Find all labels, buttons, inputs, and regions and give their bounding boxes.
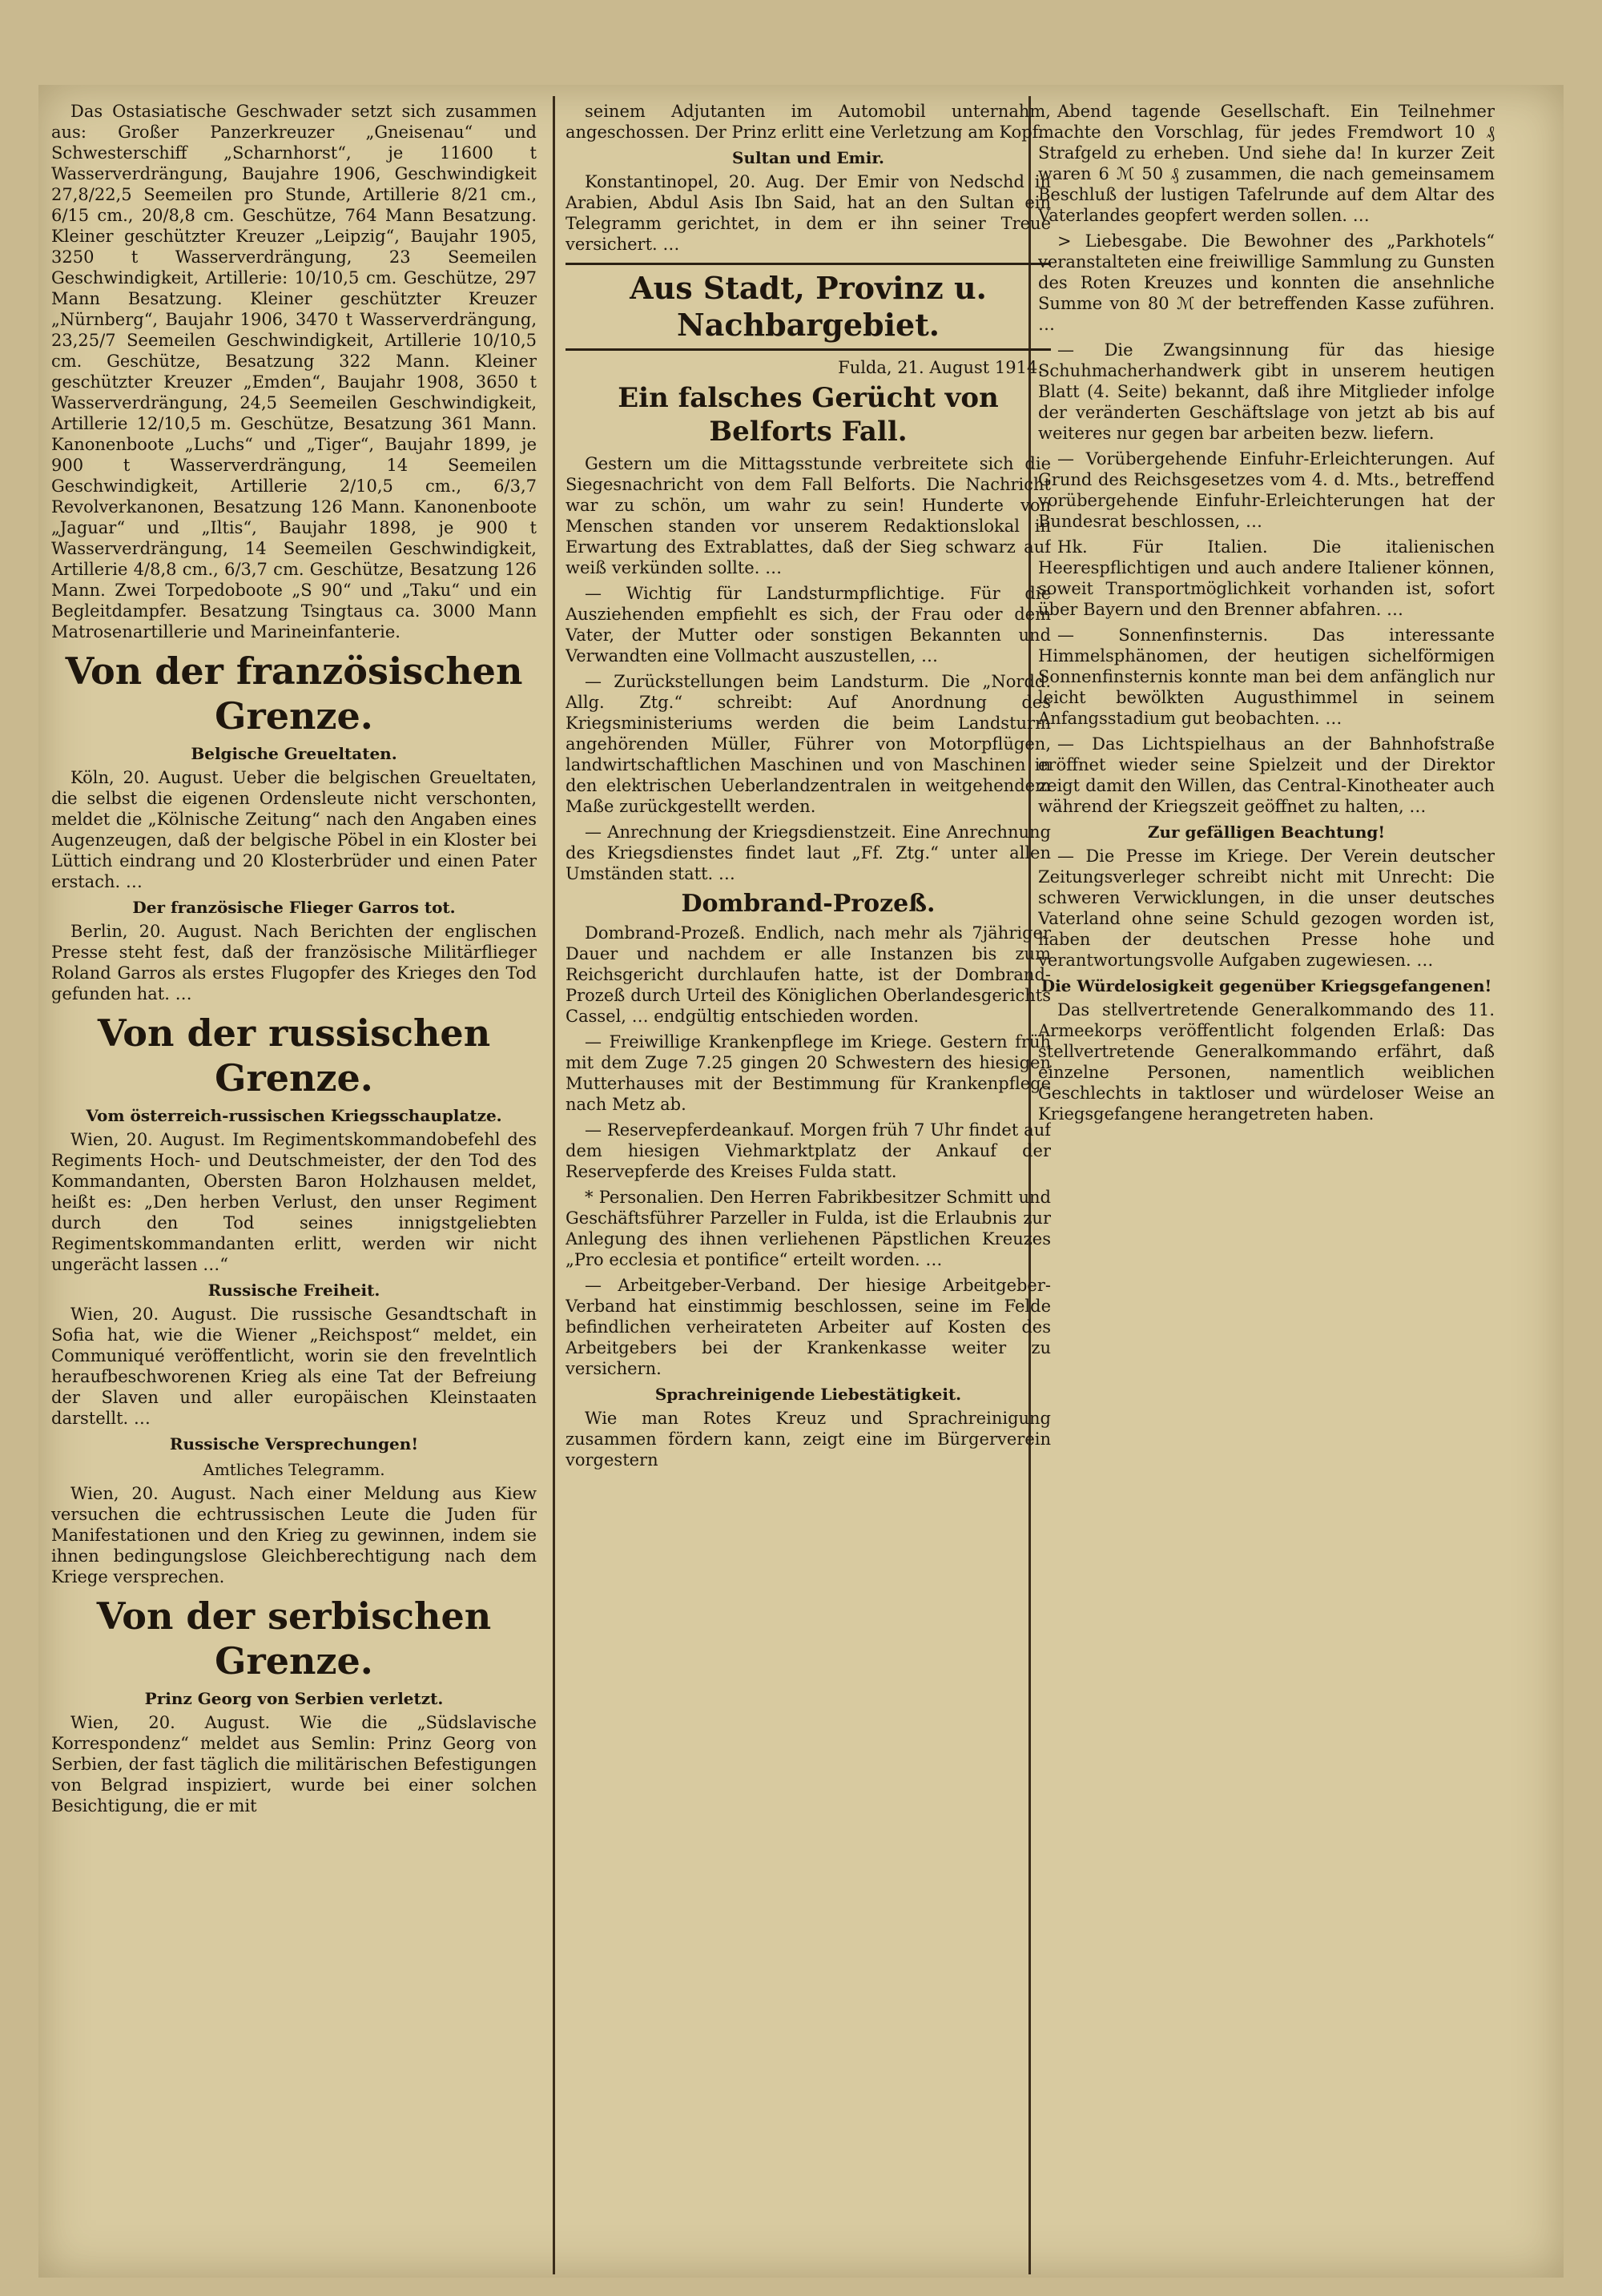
- article-paragraph: Wien, 20. August. Die russische Gesandtschaft in Sofia hat, wie die Wiener „Reichspost“ meldet, ein Communiqué veröffentlicht, worin sie den frevelntlich heraufbeschworenen Krieg als eine Tat der Befreiung der Slaven und aller europäischen Kleinstaaten darstellt. …: [51, 1305, 537, 1428]
- article-paragraph: — Die Presse im Kriege. Der Verein deutscher Zeitungsverleger schreibt nicht mit Unrecht: Die schweren Verwicklungen, in die unser deutsches Vaterland ohne seine Schuld gezogen worden ist, haben der deutschen Presse hohe und verantwortungsvolle Aufgaben zugewiesen. …: [1038, 846, 1495, 970]
- section-box: [566, 263, 1051, 351]
- subheading: Russische Versprechungen!: [169, 1434, 419, 1454]
- article-paragraph: Abend tagende Gesellschaft. Ein Teilnehmer machte den Vorschlag, für jedes Fremdwort 10 ₰ Strafgeld zu erheben. Und siehe da! In kurzer Zeit waren 6 ℳ 50 ₰ zusammen, die nach gemeinsamem Beschluß der lustigen Tafelrunde auf dem Altar des Vaterlandes geopfert werden sollen. …: [1038, 102, 1495, 225]
- article-paragraph: — Wichtig für Landsturmpflichtige. Für die Ausziehenden empfiehlt es sich, der Frau oder dem Vater, der Mutter oder sonstigen Bekannten und Verwandten eine Vollmacht auszustellen, …: [566, 584, 1051, 665]
- section-heading: Von der russischen Grenze.: [97, 1011, 491, 1100]
- subheading: Russische Freiheit.: [207, 1281, 380, 1300]
- article-paragraph: — Reservepferdeankauf. Morgen früh 7 Uhr findet auf dem hiesigen Viehmarktplatz der Ankauf der Reservepferde des Kreises Fulda statt.: [566, 1120, 1051, 1181]
- subheading: Vom österreich-russischen Kriegsschauplatze.: [86, 1106, 502, 1125]
- subheading: Prinz Georg von Serbien verletzt.: [144, 1689, 444, 1708]
- article-paragraph: — Arbeitgeber-Verband. Der hiesige Arbeitgeber-Verband hat einstimmig beschlossen, seine im Felde befindlichen verheirateten Arbeiter auf Kosten des Arbeitgebers bei der Krankenkasse weiter zu versichern.: [566, 1276, 1051, 1378]
- article-paragraph: Wien, 20. August. Wie die „Südslavische Korrespondenz“ meldet aus Semlin: Prinz Georg von Serbien, der fast täglich die militärischen Befestigungen von Belgrad inspiziert, wurde bei einer solchen Besichtigung, die er mit: [51, 1713, 537, 1815]
- article-paragraph: Wien, 20. August. Nach einer Meldung aus Kiew versuchen die echtrussischen Leute die Juden für Manifestationen und den Krieg zu gewinnen, indem sie ihnen bedingungslose Gleichberechtigung nach dem Kriege versprechen.: [51, 1484, 537, 1586]
- subheading: Belgische Greueltaten.: [191, 744, 397, 763]
- subheading: Sprachreinigende Liebestätigkeit.: [654, 1385, 962, 1404]
- subheading: Amtliches Telegramm.: [203, 1460, 385, 1479]
- article-paragraph: Gestern um die Mittagsstunde verbreitete sich die Siegesnachricht von dem Fall Belforts. Die Nachricht war zu schön, um wahr zu sein! Hunderte von Menschen standen vor unserem Redaktionslokal in Erwartung des Extrablattes, daß der Sieg schwarz auf weiß verkünden sollte. …: [566, 454, 1051, 577]
- article-paragraph: * Personalien. Den Herren Fabrikbesitzer Schmitt und Geschäftsführer Parzeller in Fulda, ist die Erlaubnis zur Anlegung des ihnen verliehenen Päpstlichen Kreuzes „Pro ecclesia et pontifice“ erteilt worden. …: [566, 1188, 1051, 1269]
- column-1: [51, 101, 537, 2263]
- article-paragraph: — Die Zwangsinnung für das hiesige Schuhmacherhandwerk gibt in unserem heutigen Blatt (4. Seite) bekannt, daß ihre Mitglieder infolge der veränderten Geschäftslage von jetzt ab bis auf weiteres nur gegen bar arbeiten bezw. liefern.: [1038, 340, 1495, 443]
- subheading: Die Würdelosigkeit gegenüber Kriegsgefangenen!: [1040, 976, 1492, 995]
- column-rule: [553, 96, 555, 2274]
- section-heading: Aus Stadt, Provinz u. Nachbargebiet.: [630, 270, 987, 343]
- article-paragraph: — Sonnenfinsternis. Das interessante Himmelsphänomen, der heutigen sichelförmigen Sonnenfinsternis konnte man bei dem anfänglich nur leicht bewölkten Augusthimmel in seinem Anfangsstadium gut beobachten. …: [1038, 625, 1495, 728]
- section-heading: Von der französischen Grenze.: [65, 649, 523, 738]
- article-paragraph: — Vorübergehende Einfuhr-Erleichterungen. Auf Grund des Reichsgesetzes vom 4. d. Mts., betreffend vorübergehende Einfuhr-Erleichterungen hat der Bundesrat beschlossen, …: [1038, 449, 1495, 531]
- article-paragraph: > Liebesgabe. Die Bewohner des „Parkhotels“ veranstalteten eine freiwillige Sammlung zu Gunsten des Roten Kreuzes und konnten die ansehnliche Summe von 80 ℳ der betreffenden Kasse zuführen. …: [1038, 231, 1495, 334]
- article-paragraph: Konstantinopel, 20. Aug. Der Emir von Nedschd in Arabien, Abdul Asis Ibn Said, hat an den Sultan ein Telegramm gerichtet, in dem er ihn seiner Treue versichert. …: [566, 172, 1051, 254]
- subheading: Sultan und Emir.: [732, 148, 884, 167]
- article-headline: Ein falsches Gerücht von Belforts Fall.: [618, 382, 999, 448]
- article-paragraph: Köln, 20. August. Ueber die belgischen Greueltaten, die selbst die eigenen Ordensleute nicht verschonten, meldet die „Kölnische Zeitung“ nach den Angaben eines Augenzeugen, daß der belgische Pöbel in ein Kloster bei Lüttich eindrang und 20 Klosterbrüder und einen Pater erstach. …: [51, 768, 537, 891]
- column-3: [1038, 101, 1495, 2263]
- article-paragraph: — Anrechnung der Kriegsdienstzeit. Eine Anrechnung des Kriegsdienstes findet laut „Ff. Ztg.“ unter allen Umständen statt. …: [566, 822, 1051, 883]
- article-paragraph: — Freiwillige Krankenpflege im Kriege. Gestern früh mit dem Zuge 7.25 gingen 20 Schwestern des hiesigen Mutterhauses mit der Bestimmung für Krankenpflege nach Metz ab.: [566, 1032, 1051, 1114]
- article-paragraph: Das Ostasiatische Geschwader setzt sich zusammen aus: Großer Panzerkreuzer „Gneisenau“ und Schwesterschiff „Scharnhorst“, je 11600 t Wasserverdrängung, Baujahre 1906, Geschwindigkeit 27,8/22,5 Seemeilen pro Stunde, Artillerie 8/21 cm., 6/15 cm., 20/8,8 cm. Geschütze, 764 Mann Besatzung. Kleiner geschützter Kreuzer „Leipzig“, Baujahr 1905, 3250 t Wasserverdrängung, 23 Seemeilen Geschwindigkeit, Artillerie: 10/10,5 cm. Geschütze, 297 Mann Besatzung. Kleiner geschützter Kreuzer „Nürnberg“, Baujahr 1906, 3470 t Wasserverdrängung, 23,25/7 Seemeilen Geschwindigkeit, Artillerie 10/10,5 cm. Geschütze, Besatzung 322 Mann. Kleiner geschützter Kreuzer „Emden“, Baujahr 1908, 3650 t Wasserverdrängung, 24,5 Seemeilen Geschwindigkeit, Artillerie 12/10,5 m. Geschütze, Besatzung 361 Mann. Kanonenboote „Luchs“ und „Tiger“, Baujahr 1899, je 900 t Wasserverdrängung, 14 Seemeilen Geschwindigkeit, Artillerie 2/10,5 cm., 6/3,7 Revolverkanonen, Besatzung 126 Mann. Kanonenboote „Jaguar“ und „Iltis“, Baujahr 1898, je 900 t Wasserverdrängung, 14 Seemeilen Geschwindigkeit, Artillerie 4/8,8 cm., 6/3,7 cm. Geschütze, Besatzung 126 Mann. Zwei Torpedoboote „S 90“ und „Taku“ und ein Begleitdampfer. Besatzung Tsingtaus ca. 3000 Mann Matrosenartillerie und Marineinfanterie.: [51, 102, 537, 641]
- subheading: Zur gefälligen Beachtung!: [1147, 822, 1386, 842]
- article-paragraph: Berlin, 20. August. Nach Berichten der englischen Presse steht fest, daß der französische Militärflieger Roland Garros als erstes Flugopfer des Krieges den Tod gefunden hat. …: [51, 922, 537, 1003]
- article-headline: Dombrand-Prozeß.: [681, 890, 936, 918]
- article-paragraph: Wie man Rotes Kreuz und Sprachreinigung zusammen fördern kann, zeigt eine im Bürgerverein vorgestern: [566, 1409, 1051, 1470]
- article-paragraph: Wien, 20. August. Im Regimentskommandobefehl des Regiments Hoch- und Deutschmeister, der den Tod des Kommandanten, Obersten Baron Holzhausen meldet, heißt es: „Den herben Verlust, den unser Regiment durch den Tod seines innigstgeliebten Regimentskommandanten erlitt, werden wir nicht ungerächt lassen …“: [51, 1130, 537, 1274]
- section-heading: Von der serbischen Grenze.: [96, 1594, 492, 1683]
- article-paragraph: — Das Lichtspielhaus an der Bahnhofstraße eröffnet wieder seine Spielzeit und der Direktor zeigt damit den Willen, das Central-Kinotheater auch während der Kriegszeit geöffnet zu halten, …: [1038, 734, 1495, 816]
- column-2: [566, 101, 1051, 2263]
- article-paragraph: Dombrand-Prozeß. Endlich, nach mehr als 7jähriger Dauer und nachdem er alle Instanzen bis zum Reichsgericht durchlaufen hatte, ist der Dombrand-Prozeß durch Urteil des Königlichen Oberlandesgerichts Cassel, … endgültig entschieden worden.: [566, 923, 1051, 1026]
- article-paragraph: seinem Adjutanten im Automobil unternahm, angeschossen. Der Prinz erlitt eine Verletzung am Kopf.: [566, 102, 1051, 142]
- article-paragraph: Hk. Für Italien. Die italienischen Heerespflichtigen und auch andere Italiener können, soweit Transportmöglichkeit vorhanden ist, sofort über Bayern und den Brenner abfahren. …: [1038, 537, 1495, 619]
- article-paragraph: — Zurückstellungen beim Landsturm. Die „Nordd. Allg. Ztg.“ schreibt: Auf Anordnung des Kriegsministeriums werden die beim Landsturm angehörenden Müller, Führer von Motorpflügen, landwirtschaftlichen Maschinen und von Maschinen in den elektrischen Ueberlandzentralen in weitgehendem Maße zurückgestellt werden.: [566, 672, 1051, 816]
- article-paragraph: Das stellvertretende Generalkommando des 11. Armeekorps veröffentlicht folgenden Erlaß: Das stellvertretende Generalkommando erfährt, daß einzelne Personen, namentlich weiblichen Geschlechts in taktloser und würdeloser Weise an Kriegsgefangene herangetreten haben.: [1038, 1000, 1495, 1124]
- subheading: Der französische Flieger Garros tot.: [132, 898, 456, 917]
- dateline: Fulda, 21. August 1914.: [838, 358, 1043, 377]
